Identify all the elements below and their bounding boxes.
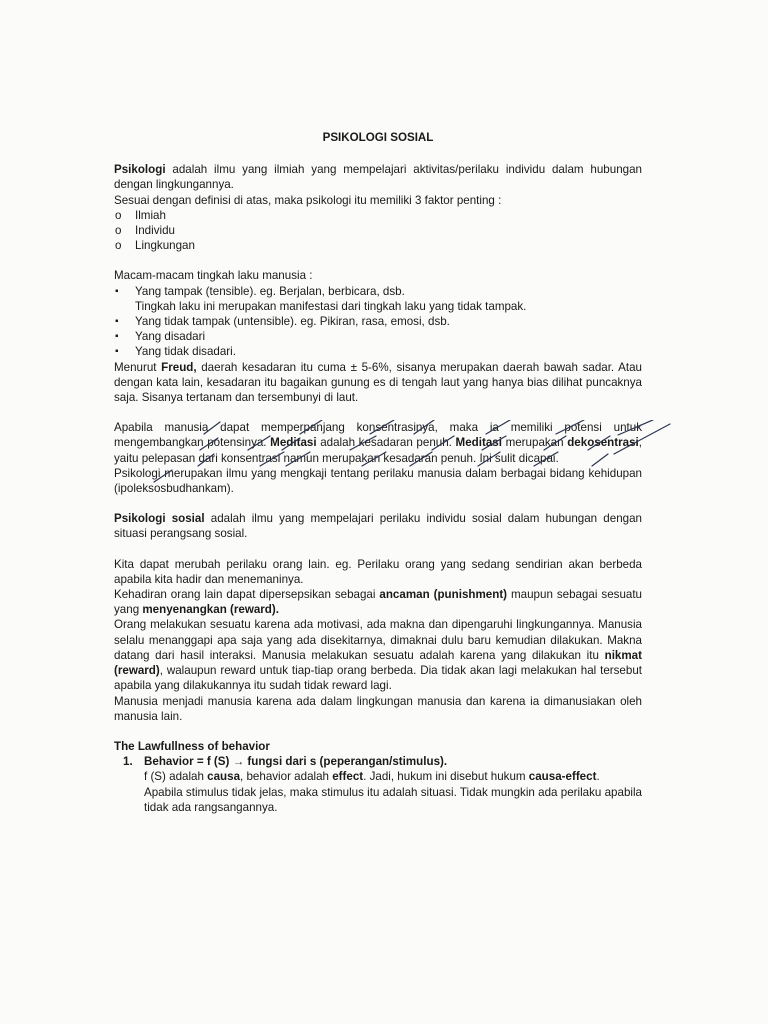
term-nikmat: nikmat (reward) xyxy=(114,648,642,678)
text-span: , behavior adalah xyxy=(240,770,333,784)
term-psikologi: Psikologi xyxy=(114,163,166,177)
text-span: Menurut xyxy=(114,360,162,374)
list-item: ▪ Yang disadari xyxy=(114,329,642,344)
list-item-text: Yang tampak (tensible). eg. Berjalan, berbicara, dsb. xyxy=(135,284,405,298)
text-span: adalah ilmu yang mempelajari perilaku individu sosial dalam hubungan dengan situasi perangsang sosial. xyxy=(114,512,642,541)
definition-text: adalah ilmu yang ilmiah yang mempelajari aktivitas/perilaku individu dalam hubungan dengan lingkungannya. xyxy=(114,163,642,192)
paragraph-psikologi-sosial xyxy=(114,511,642,541)
behavior-list xyxy=(114,284,642,360)
text-span: Apabila manusia dapat memperpanjang konsentrasinya, maka ia memiliki potensi untuk mengembangkan potensinya. xyxy=(114,421,642,450)
term-dekosentrasi: dekosentrasi xyxy=(567,436,639,450)
term-meditasi: Meditasi xyxy=(270,436,317,450)
text-span: daerah kesadaran itu cuma ± 5-6%, sisanya merupakan daerah bawah sadar. Atau dengan kata lain, kesadaran itu bagaikan gunung es di tengah laut yang hanya bias dilihat puncaknya saja. Sisanya tertanam dan tersembunyi di laut. xyxy=(114,360,642,405)
term-meditasi: Meditasi xyxy=(455,436,502,450)
text-span: merupakan xyxy=(501,436,568,450)
list-number: 1. xyxy=(123,755,133,769)
factor-list xyxy=(114,208,642,254)
text-span: , walaupun reward untuk tiap-tiap orang berbeda. Dia tidak akan lagi melakukan hal tersebut apabila yang dilakukannya itu sudah tidak reward lagi. xyxy=(114,664,642,693)
term-effect: effect xyxy=(332,770,364,784)
paragraph-psikologi-bidang: Psikologi merupakan ilmu yang mengkaji tentang perilaku manusia dalam berbagai bidang kehidupan (ipoleksosbudhankam). xyxy=(114,466,642,496)
paragraph-manusia-menjadi: Manusia menjadi manusia karena ada dalam lingkungan manusia dan karena ia dimanusiakan oleh manusia lain. xyxy=(114,694,642,723)
document-title: PSIKOLOGI SOSIAL xyxy=(322,131,434,144)
list-item-subtext: Tingkah laku ini merupakan manifestasi dari tingkah laku yang tidak tampak. xyxy=(135,299,527,313)
term-ancaman: ancaman (punishment) xyxy=(379,588,508,602)
law-list xyxy=(114,754,642,815)
list-item: o Ilmiah xyxy=(114,208,642,223)
law-heading-text: The Lawfullness of behavior xyxy=(114,739,270,753)
text-span: . xyxy=(596,770,600,784)
text-span: adalah kesadaran penuh. xyxy=(316,436,456,450)
term-causa: causa xyxy=(207,770,241,784)
text-span: . Jadi, hukum ini disebut hukum xyxy=(363,770,529,784)
term-psikologi-sosial: Psikologi sosial xyxy=(114,512,205,526)
list-item xyxy=(114,284,642,314)
list-item: ▪ Yang tidak disadari. xyxy=(114,344,642,359)
macam-heading: Macam-macam tingkah laku manusia : xyxy=(114,269,313,283)
list-item xyxy=(123,754,642,815)
list-item: ▪ Yang tidak tampak (untensible). eg. Pikiran, rasa, emosi, dsb. xyxy=(114,314,642,329)
text-span: maupun sebagai sesuatu yang xyxy=(114,588,643,617)
list-item: o Lingkungan xyxy=(114,238,642,253)
paragraph-kita: Kita dapat merubah perilaku orang lain. eg. Perilaku orang yang sedang sendirian akan berbeda apabila kita hadir dan menemaninya. xyxy=(114,557,642,586)
text-span: f (S) adalah xyxy=(144,770,208,784)
term-freud: Freud, xyxy=(161,360,197,374)
text-span: Orang melakukan sesuatu karena ada motivasi, ada makna dan dipengaruhi lingkungannya. Manusia selalu menanggapi apa saja yang ada disekitarnya, dimaknai dulu baru kemudian dilakukan. Makna datang dari hasil interaksi. Manusia melakukan sesuatu adalah karena yang dilakukan itu xyxy=(114,618,642,662)
annotated-paragraph xyxy=(114,420,642,466)
law-stimulus-line: Apabila stimulus tidak jelas, maka stimulus itu adalah situasi. Tidak mungkin ada perilaku apabila tidak ada rangsangannya. xyxy=(144,785,642,814)
paragraph-kehadiran xyxy=(114,587,642,617)
law-heading xyxy=(114,739,642,754)
paragraph-meditasi xyxy=(114,420,642,466)
paragraph-psikologi-definition xyxy=(114,162,642,192)
document-page xyxy=(114,130,642,815)
list-item: o Individu xyxy=(114,223,642,238)
paragraph-orang xyxy=(114,617,642,693)
paragraph-factors-intro: Sesuai dengan definisi di atas, maka psikologi itu memiliki 3 faktor penting : xyxy=(114,193,502,207)
law-formula: Behavior = f (S) → fungsi dari s (peperangan/stimulus). xyxy=(144,755,448,769)
text-span: , yaitu pelepasan dari konsentrasi namun merupakan kesadaran penuh. Ini sulit dicapai. xyxy=(114,436,642,465)
term-causa-effect: causa-effect xyxy=(528,770,597,784)
term-menyenangkan: menyenangkan (reward). xyxy=(142,603,279,617)
text-span: Kehadiran orang lain dapat dipersepsikan sebagai xyxy=(114,588,380,602)
law-causa-effect-line xyxy=(144,770,600,783)
paragraph-freud xyxy=(114,360,642,406)
